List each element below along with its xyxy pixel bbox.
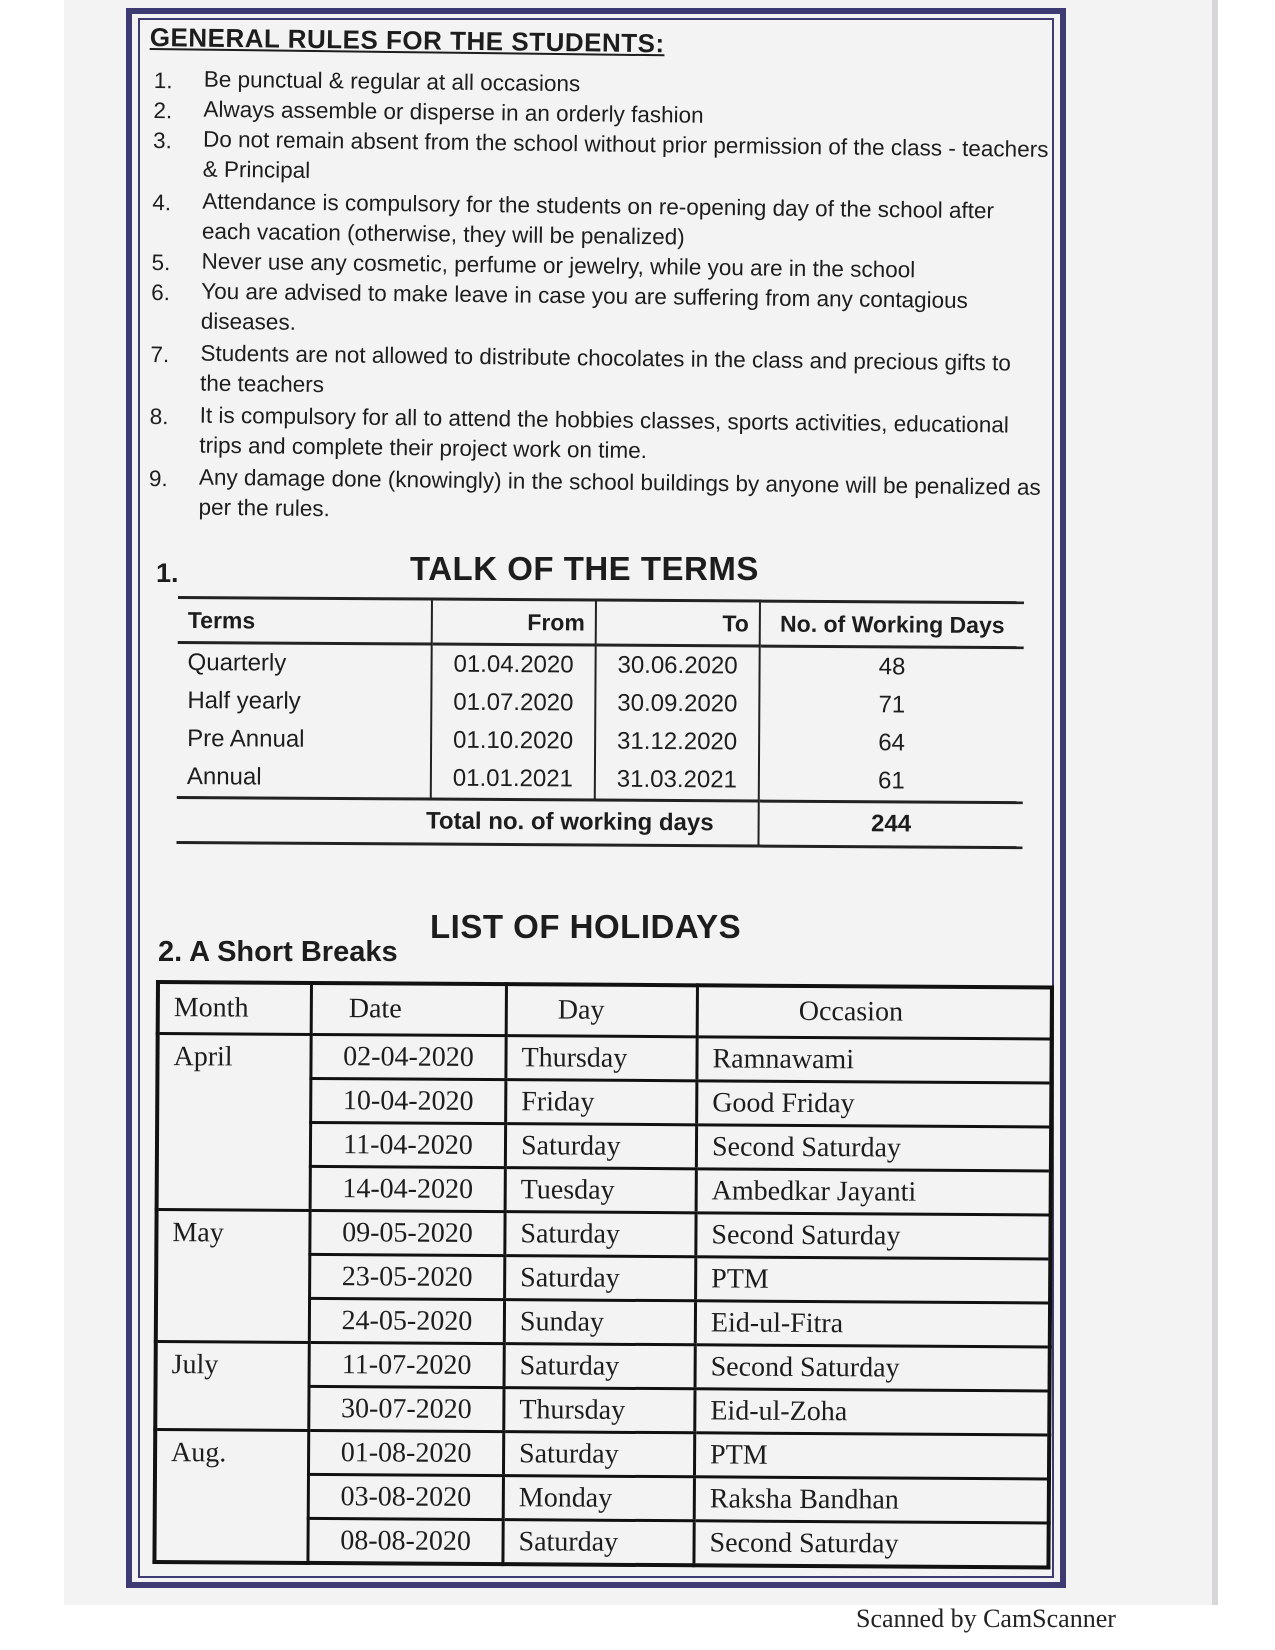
holiday-occasion: Good Friday <box>697 1081 1052 1127</box>
holiday-occasion: Eid-ul-Zoha <box>695 1389 1050 1435</box>
terms-total-row <box>176 797 1022 847</box>
rule-number: 4. <box>152 190 172 216</box>
terms-header-row <box>178 598 1024 648</box>
terms-section-number: 1. <box>156 558 179 588</box>
holiday-date: 01-08-2020 <box>308 1430 503 1475</box>
scanner-watermark: Scanned by CamScanner <box>856 1604 1116 1633</box>
holiday-date: 08-08-2020 <box>308 1518 503 1564</box>
holiday-month: Aug. <box>154 1430 308 1563</box>
page-margin-left <box>0 0 64 1605</box>
holiday-day: Tuesday <box>505 1168 696 1213</box>
term-working-days: 61 <box>759 762 1023 803</box>
rule-item <box>146 338 1047 409</box>
holiday-date: 03-08-2020 <box>308 1474 503 1519</box>
holiday-day: Friday <box>506 1080 697 1125</box>
terms-col-terms: Terms <box>178 598 432 645</box>
holiday-date: 11-04-2020 <box>310 1122 505 1167</box>
short-breaks-heading: 2. A Short Breaks <box>158 936 398 968</box>
terms-table <box>176 596 1023 849</box>
holiday-day: Thursday <box>506 1036 697 1081</box>
term-working-days: 48 <box>759 646 1023 687</box>
rule-number: 6. <box>151 280 171 306</box>
holidays-col-month: Month <box>158 982 312 1034</box>
term-to: 31.03.2021 <box>595 761 759 802</box>
terms-col-working-days: No. of Working Days <box>760 601 1024 648</box>
holiday-occasion: Ambedkar Jayanti <box>696 1169 1051 1215</box>
holiday-day: Sunday <box>504 1300 695 1345</box>
holiday-row <box>157 1034 1051 1083</box>
rule-item <box>144 462 1045 533</box>
holiday-date: 30-07-2020 <box>309 1386 504 1431</box>
rule-item <box>145 400 1046 471</box>
term-working-days: 64 <box>759 724 1023 764</box>
holidays-col-date: Date <box>311 983 506 1036</box>
terms-total-label: Total no. of working days <box>176 797 758 846</box>
rule-item <box>147 276 1048 347</box>
rule-text: Be punctual & regular at all occasions <box>203 66 581 97</box>
rule-text: Always assemble or disperse in an orderly fashion <box>203 96 704 128</box>
terms-row <box>177 682 1023 725</box>
holiday-occasion: Eid-ul-Fitra <box>695 1301 1050 1347</box>
holiday-date: 14-04-2020 <box>310 1166 505 1211</box>
terms-total-value: 244 <box>758 801 1022 848</box>
terms-row <box>177 720 1023 763</box>
rule-number: 8. <box>149 404 169 430</box>
holiday-day: Saturday <box>503 1432 694 1477</box>
holiday-date: 10-04-2020 <box>311 1078 506 1123</box>
holiday-day: Monday <box>503 1476 694 1521</box>
rule-number: 9. <box>148 466 168 492</box>
terms-col-to: To <box>596 600 760 646</box>
rule-text: Students are not allowed to distribute chocolates in the class and precious gifts to the teachers <box>199 340 1012 398</box>
term-from: 01.04.2020 <box>431 644 595 685</box>
holiday-day: Saturday <box>505 1256 696 1301</box>
rules-heading: GENERAL RULES FOR THE STUDENTS: <box>149 22 665 59</box>
holiday-occasion: Second Saturday <box>694 1521 1049 1568</box>
holiday-row <box>155 1430 1049 1479</box>
rule-number: 5. <box>151 250 171 276</box>
rule-text: Never use any cosmetic, perfume or jewelry, while you are in the school <box>201 248 916 283</box>
holidays-col-occasion: Occasion <box>697 985 1052 1039</box>
terms-row <box>177 642 1023 687</box>
term-from: 01.07.2020 <box>431 684 595 723</box>
holiday-occasion: Second Saturday <box>696 1213 1051 1259</box>
holiday-occasion: PTM <box>694 1433 1049 1479</box>
holiday-month: April <box>157 1034 312 1211</box>
holidays-header-row <box>158 982 1052 1039</box>
holiday-date: 11-07-2020 <box>309 1342 504 1387</box>
holidays-col-day: Day <box>506 984 697 1037</box>
holiday-day: Saturday <box>504 1344 695 1389</box>
holiday-day: Saturday <box>505 1124 696 1169</box>
holidays-table <box>152 980 1054 1569</box>
term-name: Quarterly <box>187 649 287 677</box>
holiday-occasion: PTM <box>696 1257 1051 1303</box>
rule-text: Attendance is compulsory for the students on re-opening day of the school after each vacation (otherwise, they will be penalized) <box>201 188 995 250</box>
rule-item <box>149 124 1050 195</box>
holiday-day: Saturday <box>503 1520 694 1566</box>
term-name: Half yearly <box>187 687 301 715</box>
holiday-row <box>156 1342 1050 1391</box>
term-name: Pre Annual <box>187 725 305 753</box>
holidays-heading: LIST OF HOLIDAYS <box>430 908 742 945</box>
rule-number: 3. <box>152 128 172 154</box>
rule-text: Do not remain absent from the school without prior permission of the class - teachers & Principal <box>202 126 1049 183</box>
rules-list <box>144 64 1050 533</box>
holiday-month: May <box>156 1210 310 1343</box>
holiday-occasion: Second Saturday <box>695 1345 1050 1391</box>
term-from: 01.10.2020 <box>431 722 595 761</box>
term-from: 01.01.2021 <box>431 760 595 801</box>
rule-item <box>148 186 1049 257</box>
rule-number: 2. <box>153 98 173 124</box>
term-name: Annual <box>186 763 262 791</box>
rule-text: You are advised to make leave in case you are suffering from any contagious diseases. <box>200 278 969 335</box>
holiday-date: 09-05-2020 <box>310 1210 505 1255</box>
holiday-occasion: Raksha Bandhan <box>694 1477 1049 1523</box>
term-to: 30.09.2020 <box>595 685 759 724</box>
holiday-row <box>156 1210 1050 1259</box>
term-to: 30.06.2020 <box>595 645 759 686</box>
holiday-occasion: Ramnawami <box>697 1037 1052 1083</box>
rule-text: It is compulsory for all to attend the hobbies classes, sports activities, educational trips and complete their project work on time. <box>199 402 1009 464</box>
holiday-date: 24-05-2020 <box>309 1298 504 1343</box>
holiday-month: July <box>155 1342 309 1431</box>
holiday-date: 02-04-2020 <box>311 1034 506 1079</box>
page-edge-right <box>1212 0 1218 1605</box>
rule-text: Any damage done (knowingly) in the school buildings by anyone will be penalized as per the rules. <box>198 464 1041 522</box>
holiday-occasion: Second Saturday <box>696 1125 1051 1171</box>
terms-heading: TALK OF THE TERMS <box>410 550 759 587</box>
term-working-days: 71 <box>759 686 1023 726</box>
terms-row <box>177 758 1023 803</box>
terms-col-from: From <box>432 599 596 645</box>
term-to: 31.12.2020 <box>595 723 759 762</box>
rule-number: 7. <box>150 342 170 368</box>
holiday-day: Saturday <box>505 1212 696 1257</box>
rule-number: 1. <box>153 68 173 94</box>
holiday-day: Thursday <box>504 1388 695 1433</box>
holiday-date: 23-05-2020 <box>310 1254 505 1299</box>
